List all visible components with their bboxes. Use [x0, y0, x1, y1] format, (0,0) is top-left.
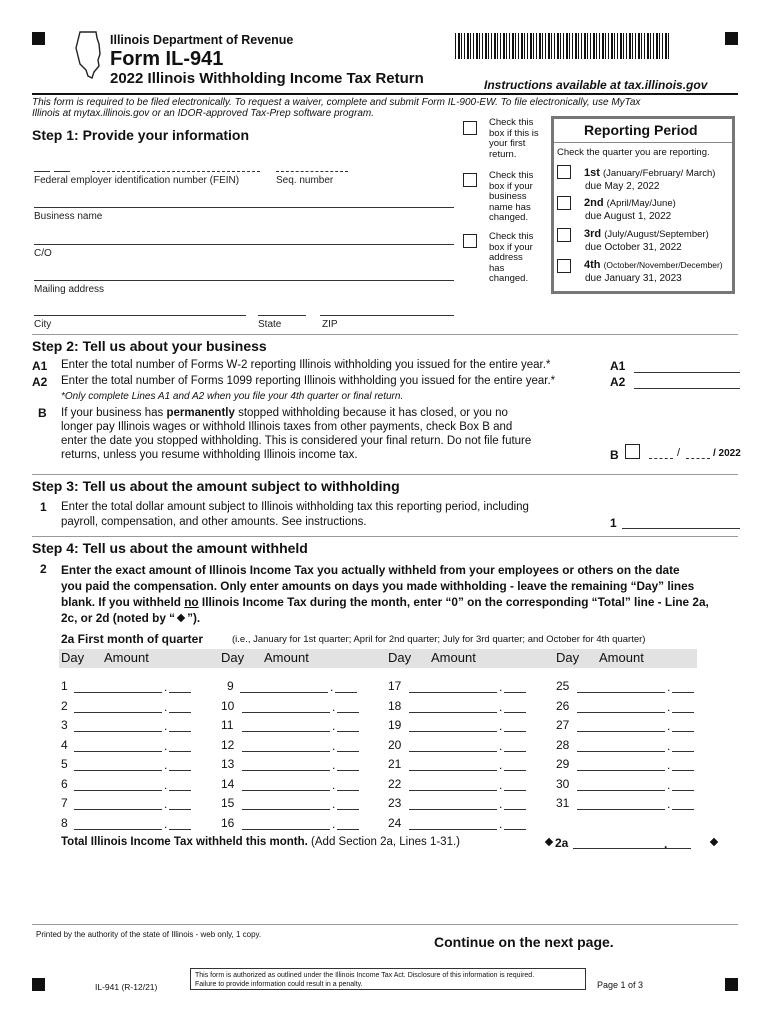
quarter-1st-due: due May 2, 2022 [585, 181, 660, 192]
reporting-period-instruction: Check the quarter you are reporting. [557, 147, 710, 158]
zip-field[interactable] [320, 315, 454, 316]
total-2a-code: 2a [555, 836, 569, 850]
quarter-4th: 4th (October/November/December) [584, 259, 723, 271]
day-number: 21 [388, 757, 402, 771]
corner-mark-top-left [32, 32, 45, 45]
day-4-amount-cents[interactable] [169, 751, 191, 752]
column-header-amount: Amount [104, 650, 149, 665]
column-header-day: Day [556, 650, 580, 665]
day-number: 16 [221, 815, 235, 830]
day-16-amount-dollars[interactable] [242, 829, 330, 830]
day-14-amount-dollars[interactable] [242, 790, 330, 791]
step2-title: Step 2: Tell us about your business [32, 338, 267, 354]
day-19-amount-dollars[interactable] [409, 731, 497, 732]
day-3-amount-dollars[interactable] [74, 731, 162, 732]
line2a-note: (i.e., January for 1st quarter; April for 2nd quarter; July for 3rd quarter; and October for 4th quarter) [232, 634, 646, 645]
day-1-amount-cents[interactable] [169, 692, 191, 693]
day-number: 26 [556, 698, 570, 713]
day-28-amount-dollars[interactable] [577, 751, 665, 752]
column-header-day: Day [221, 650, 245, 665]
day-number: 11 [221, 718, 234, 732]
column-header-amount: Amount [264, 650, 309, 665]
quarter-1st: 1st (January/February/ March) [584, 167, 716, 179]
quarter-3rd-due: due October 31, 2022 [585, 242, 682, 253]
day-number: 15 [221, 796, 235, 810]
b-day-field[interactable] [686, 458, 710, 459]
business-name-field[interactable] [34, 207, 454, 208]
b-month-field[interactable] [649, 458, 673, 459]
day-5-amount-dollars[interactable] [74, 770, 162, 771]
day-number: 12 [221, 737, 235, 752]
day-number: 20 [388, 737, 402, 752]
day-number: 9 [227, 679, 234, 693]
form-id: IL-941 (R-12/21) [95, 982, 158, 992]
day-30-amount-dollars[interactable] [577, 790, 665, 791]
day-20-amount-cents[interactable] [504, 751, 526, 752]
efile-notice-line2: Illinois at mytax.illinois.gov or an IDOR-approved Tax-Prep software program. [32, 108, 374, 119]
corner-mark-top-right [725, 32, 738, 45]
day-1-amount-dollars[interactable] [74, 692, 162, 693]
day-number: 17 [388, 679, 402, 693]
quarter-3rd-checkbox[interactable] [557, 228, 571, 242]
line2-text: Enter the exact amount of Illinois Income Tax you actually withheld from your employees or others on the date you paid the compensation. Only enter amounts on days you made withholding - leave the remaining “Day” lines blank. If you withheld no Illinois Income Tax during the month, enter “0” on the corresponding “Total” line - Line 2a, 2c, or 2d (noted by “ ”). [61, 563, 709, 625]
quarter-2nd-due: due August 1, 2022 [585, 211, 672, 222]
day-number: 7 [61, 796, 68, 810]
day-number: 27 [556, 718, 570, 732]
column-header-amount: Amount [599, 650, 644, 665]
column-header-amount: Amount [431, 650, 476, 665]
fein-label: Federal employer identification number (FEIN) [34, 175, 240, 186]
quarter-2nd: 2nd (April/May/June) [584, 197, 676, 209]
day-number: 18 [388, 698, 402, 713]
day-number: 4 [61, 737, 68, 752]
day-number: 23 [388, 796, 402, 810]
quarter-1st-checkbox[interactable] [557, 165, 571, 179]
a2-text: Enter the total number of Forms 1099 reporting Illinois withholding you issued for the entire year.* [61, 375, 556, 387]
day-number: 30 [556, 776, 570, 791]
b-text: If your business has permanently stopped withholding because it has closed, or you no longer pay Illinois wages or withhold Illinois taxes from other payments, check Box B and enter the date you stopped withholding. This is considered your final return. Do not file future returns, unless you resume withholding Illinois income tax. [61, 407, 532, 461]
day-number: 5 [61, 757, 68, 771]
co-field[interactable] [34, 244, 454, 245]
day-8-amount-dollars[interactable] [74, 829, 162, 830]
day-number: 29 [556, 757, 570, 771]
day-19-amount-cents[interactable] [504, 731, 526, 732]
step4-title: Step 4: Tell us about the amount withheld [32, 540, 308, 556]
city-field[interactable] [34, 315, 246, 316]
city-label: City [34, 319, 52, 330]
mailing-address-field[interactable] [34, 280, 454, 281]
legal-notice: This form is authorized as outlined under the Illinois Income Tax Act. Disclosure of this information is required. Failure to provide information could result in a penalty. [190, 968, 586, 990]
day-20-amount-dollars[interactable] [409, 751, 497, 752]
day-10-amount-dollars[interactable] [242, 712, 330, 713]
corner-mark-bottom-left [32, 978, 45, 991]
address-changed-checkbox[interactable] [463, 234, 477, 248]
day-5-amount-cents[interactable] [169, 770, 191, 771]
diamond-icon [710, 838, 718, 846]
day-9-amount-dollars[interactable] [240, 692, 328, 693]
day-21-amount-dollars[interactable] [409, 770, 497, 771]
continue-next-page: Continue on the next page. [434, 934, 614, 950]
day-23-amount-dollars[interactable] [409, 809, 497, 810]
day-18-amount-dollars[interactable] [409, 712, 497, 713]
line2a-title: 2a First month of quarter [61, 632, 204, 646]
diamond-icon [545, 838, 553, 846]
mailing-address-label: Mailing address [34, 284, 105, 295]
day-15-amount-dollars[interactable] [242, 809, 330, 810]
b-code: B [38, 406, 47, 420]
day-21-amount-cents[interactable] [504, 770, 526, 771]
business-name-label: Business name [34, 211, 103, 222]
b-year: / 2022 [713, 448, 741, 459]
day-number: 19 [388, 718, 402, 732]
total-line: Total Illinois Income Tax withheld this month. (Add Section 2a, Lines 1-31.) [61, 836, 460, 848]
day-14-amount-cents[interactable] [337, 790, 359, 791]
seq-number-label: Seq. number [276, 175, 334, 186]
day-number: 8 [61, 815, 68, 830]
form-title: Form IL-941 [110, 48, 224, 70]
day-24-amount-cents[interactable] [504, 829, 526, 830]
day-16-amount-cents[interactable] [337, 829, 359, 830]
day-4-amount-dollars[interactable] [74, 751, 162, 752]
reporting-period-title: Reporting Period [584, 122, 698, 138]
day-7-amount-cents[interactable] [169, 809, 191, 810]
day-22-amount-cents[interactable] [504, 790, 526, 791]
barcode [455, 33, 670, 59]
zip-label: ZIP [322, 319, 338, 330]
quarter-2nd-checkbox[interactable] [557, 196, 571, 210]
line1-field[interactable] [622, 528, 740, 529]
day-number: 10 [221, 698, 235, 713]
total-2a-field[interactable] [573, 848, 691, 849]
day-12-amount-cents[interactable] [337, 751, 359, 752]
column-header-day: Day [388, 650, 412, 665]
line2-code: 2 [40, 562, 47, 576]
day-10-amount-cents[interactable] [337, 712, 359, 713]
day-11-amount-dollars[interactable] [242, 731, 330, 732]
quarter-4th-checkbox[interactable] [557, 259, 571, 273]
day-number: 3 [61, 718, 68, 732]
first-return-checkbox[interactable] [463, 121, 477, 135]
day-29-amount-dollars[interactable] [577, 770, 665, 771]
first-return-text: Check this box if this is your first return. [489, 117, 539, 160]
day-12-amount-dollars[interactable] [242, 751, 330, 752]
day-31-amount-cents[interactable] [672, 809, 694, 810]
day-9-amount-cents[interactable] [335, 692, 357, 693]
day-2-amount-dollars[interactable] [74, 712, 162, 713]
day-26-amount-cents[interactable] [672, 712, 694, 713]
day-30-amount-cents[interactable] [672, 790, 694, 791]
day-13-amount-cents[interactable] [337, 770, 359, 771]
quarter-4th-due: due January 31, 2023 [585, 273, 682, 284]
efile-notice-line1: This form is required to be filed electronically. To request a waiver, complete and submit Form IL-900-EW. To file electronically, use MyTax [32, 97, 641, 108]
day-26-amount-dollars[interactable] [577, 712, 665, 713]
name-changed-checkbox[interactable] [463, 173, 477, 187]
day-15-amount-cents[interactable] [337, 809, 359, 810]
day-17-amount-cents[interactable] [504, 692, 526, 693]
day-22-amount-dollars[interactable] [409, 790, 497, 791]
instructions-note: Instructions available at tax.illinois.gov [484, 78, 708, 92]
day-8-amount-cents[interactable] [169, 829, 191, 830]
day-25-amount-cents[interactable] [672, 692, 694, 693]
day-3-amount-cents[interactable] [169, 731, 191, 732]
day-11-amount-cents[interactable] [337, 731, 359, 732]
day-27-amount-cents[interactable] [672, 731, 694, 732]
day-24-amount-dollars[interactable] [409, 829, 497, 830]
day-18-amount-cents[interactable] [504, 712, 526, 713]
a-note: *Only complete Lines A1 and A2 when you file your 4th quarter or final return. [61, 391, 404, 402]
day-number: 6 [61, 776, 68, 791]
seq-number-field[interactable] [276, 171, 348, 172]
day-number: 14 [221, 776, 235, 791]
day-6-amount-dollars[interactable] [74, 790, 162, 791]
box-b-checkbox[interactable] [625, 444, 640, 459]
address-changed-text: Check this box if your address has changed. [489, 231, 534, 284]
day-number: 28 [556, 737, 570, 752]
diamond-icon [177, 614, 185, 622]
line1-text: Enter the total dollar amount subject to Illinois withholding tax this reporting period, including payroll, compensation, and other amounts. See instructions. [61, 501, 529, 528]
page-number: Page 1 of 3 [597, 980, 644, 990]
column-header-day: Day [61, 650, 85, 665]
state-field[interactable] [258, 315, 306, 316]
a2-code: A2 [32, 375, 48, 389]
day-2-amount-cents[interactable] [169, 712, 191, 713]
day-number: 22 [388, 776, 402, 791]
corner-mark-bottom-right [725, 978, 738, 991]
day-28-amount-cents[interactable] [672, 751, 694, 752]
step3-title: Step 3: Tell us about the amount subject to withholding [32, 478, 400, 494]
a1-code: A1 [32, 359, 48, 373]
day-25-amount-dollars[interactable] [577, 692, 665, 693]
a1-field[interactable] [634, 372, 740, 373]
co-label: C/O [34, 248, 52, 259]
illinois-state-icon [74, 30, 104, 80]
a1-text: Enter the total number of Forms W-2 reporting Illinois withholding you issued for the entire year.* [61, 359, 551, 371]
department-name: Illinois Department of Revenue [110, 33, 294, 47]
header-rule [32, 93, 738, 95]
step1-title: Step 1: Provide your information [32, 127, 250, 143]
line1-code: 1 [40, 500, 47, 514]
day-31-amount-dollars[interactable] [577, 809, 665, 810]
form-subtitle: 2022 Illinois Withholding Income Tax Return [110, 70, 424, 87]
name-changed-text: Check this box if your business name has changed. [489, 170, 534, 223]
day-17-amount-dollars[interactable] [409, 692, 497, 693]
day-number: 25 [556, 679, 570, 693]
day-29-amount-cents[interactable] [672, 770, 694, 771]
day-number: 24 [388, 815, 402, 830]
day-23-amount-cents[interactable] [504, 809, 526, 810]
day-number: 2 [61, 698, 68, 713]
day-number: 13 [221, 757, 235, 771]
quarter-3rd: 3rd (July/August/September) [584, 228, 709, 240]
fein-field[interactable] [92, 171, 260, 172]
a2-field[interactable] [634, 388, 740, 389]
day-number: 31 [556, 796, 570, 810]
day-6-amount-cents[interactable] [169, 790, 191, 791]
day-number: 1 [61, 679, 68, 693]
state-label: State [258, 319, 282, 330]
printed-by: Printed by the authority of the state of Illinois - web only, 1 copy. [36, 930, 262, 939]
day-27-amount-dollars[interactable] [577, 731, 665, 732]
day-7-amount-dollars[interactable] [74, 809, 162, 810]
day-13-amount-dollars[interactable] [242, 770, 330, 771]
